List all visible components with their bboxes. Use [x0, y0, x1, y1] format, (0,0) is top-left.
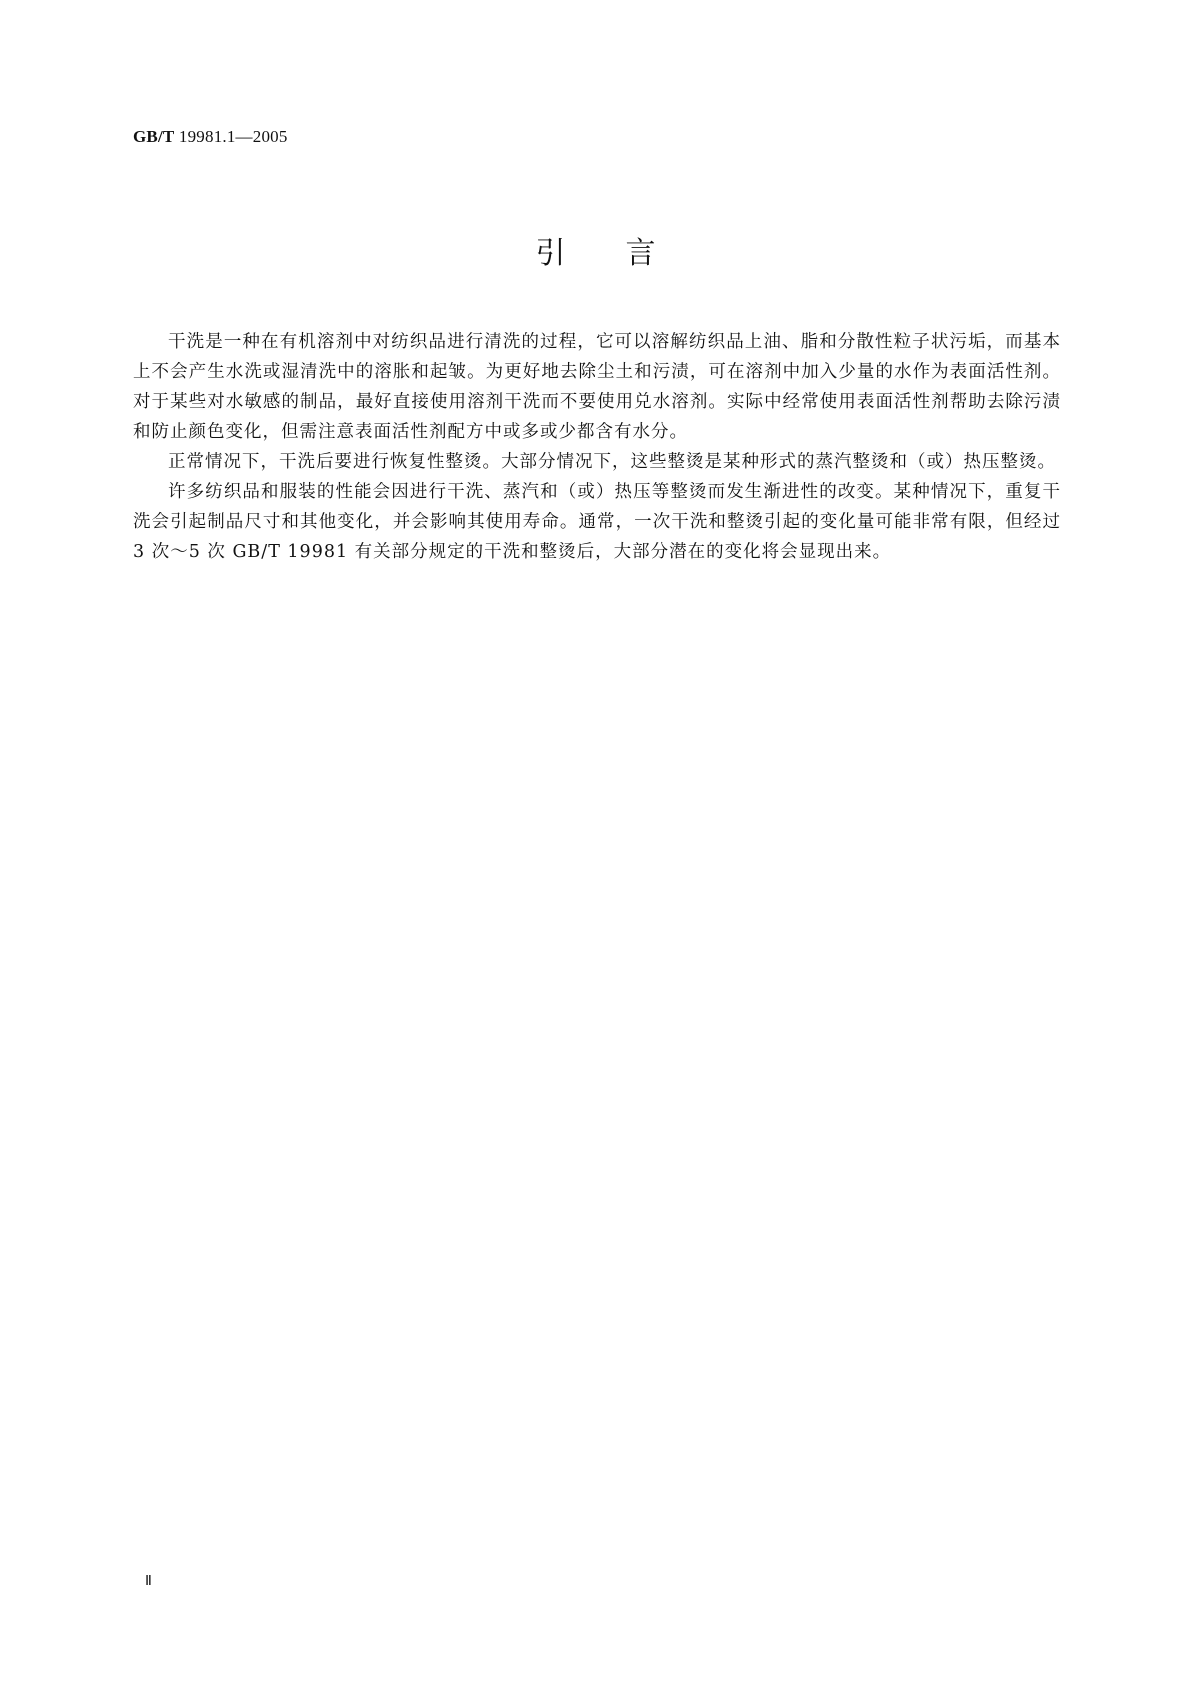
body-text — [133, 327, 1061, 567]
paragraph: 干洗是一种在有机溶剂中对纺织品进行清洗的过程，它可以溶解纺织品上油、脂和分散性粒子状污垢，而基本上不会产生水洗或湿清洗中的溶胀和起皱。为更好地去除尘土和污渍，可在溶剂中加入少量的水作为表面活性剂。对于某些对水敏感的制品，最好直接使用溶剂干洗而不要使用兑水溶剂。实际中经常使用表面活性剂帮助去除污渍和防止颜色变化，但需注意表面活性剂配方中或多或少都含有水分。 — [133, 332, 1061, 442]
standard-number: 19981.1—2005 — [178, 127, 288, 146]
page-title: 引言 — [535, 236, 716, 271]
page-number: Ⅱ — [145, 1574, 152, 1589]
document-header — [133, 127, 288, 147]
paragraph: 正常情况下，干洗后要进行恢复性整烫。大部分情况下，这些整烫是某种形式的蒸汽整烫和（或）热压整烫。 — [168, 452, 1056, 472]
paragraph: 许多纺织品和服装的性能会因进行干洗、蒸汽和（或）热压等整烫而发生渐进性的改变。某种情况下，重复干洗会引起制品尺寸和其他变化，并会影响其使用寿命。通常，一次干洗和整烫引起的变化量可能非常有限，但经过 3 次～5 次 GB/T 19981 有关部分规定的干洗和整烫后，大部分潜在的变化将会显现出来。 — [133, 482, 1061, 562]
standard-code: GB/T — [133, 127, 175, 146]
